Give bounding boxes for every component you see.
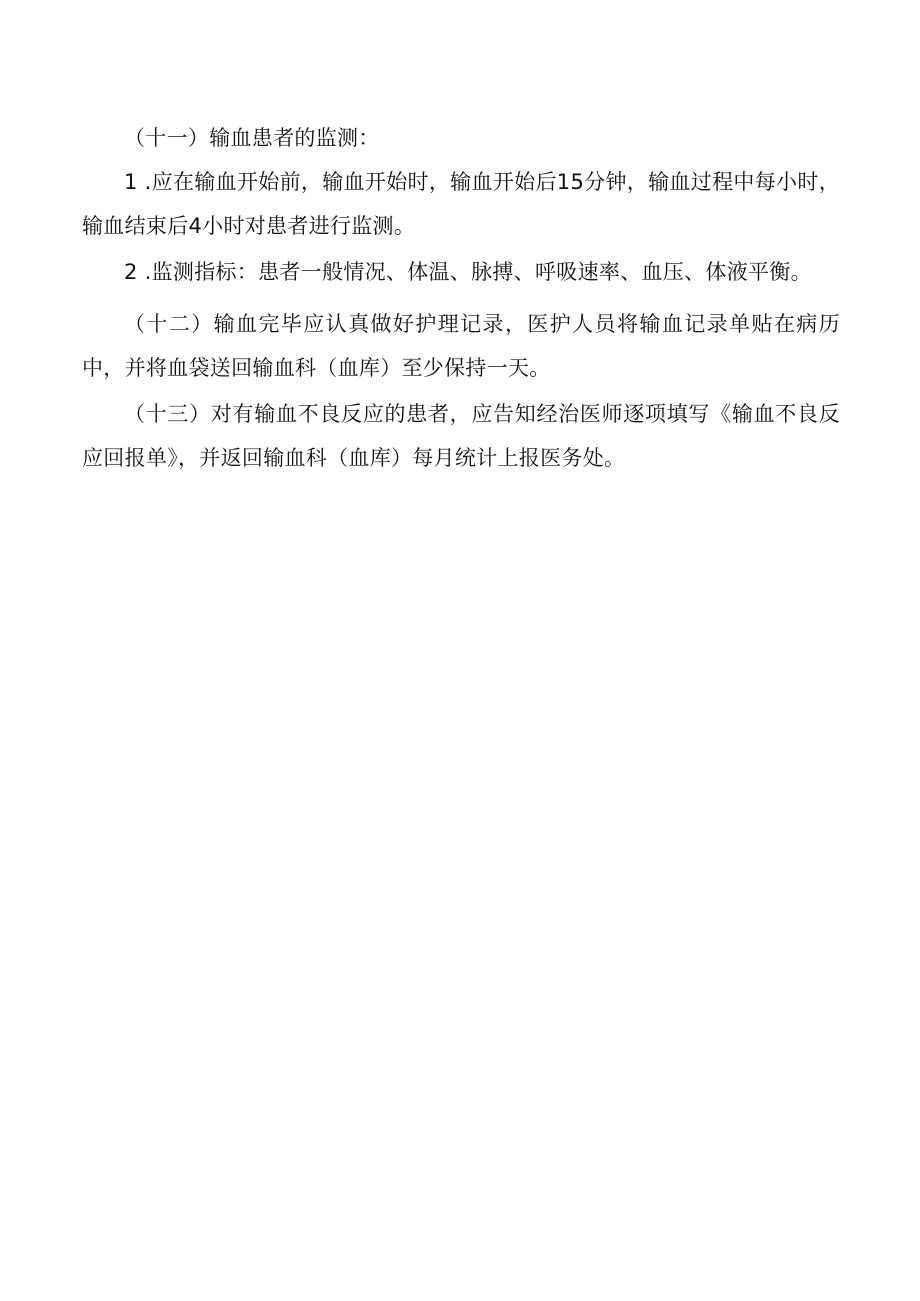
section-13-paragraph: （十三）对有输血不良反应的患者，应告知经治医师逐项填写《输血不良反应回报单》，并返回输血科（血库）每月统计上报医务处。: [82, 402, 840, 470]
monitoring-item-2: 2 .监测指标：患者一般情况、体温、脉搏、呼吸速率、血压、体液平衡。: [124, 260, 812, 284]
section-12-paragraph: （十二）输血完毕应认真做好护理记录，医护人员将输血记录单贴在病历中，并将血袋送回输血科（血库）至少保持一天。: [82, 312, 840, 380]
section-heading-11: （十一）输血患者的监测：: [124, 126, 380, 150]
monitoring-item-1: 1 .应在输血开始前，输血开始时，输血开始后15分钟，输血过程中每小时，输血结束后4小时对患者进行监测。: [82, 170, 840, 238]
document-body: [82, 116, 840, 482]
